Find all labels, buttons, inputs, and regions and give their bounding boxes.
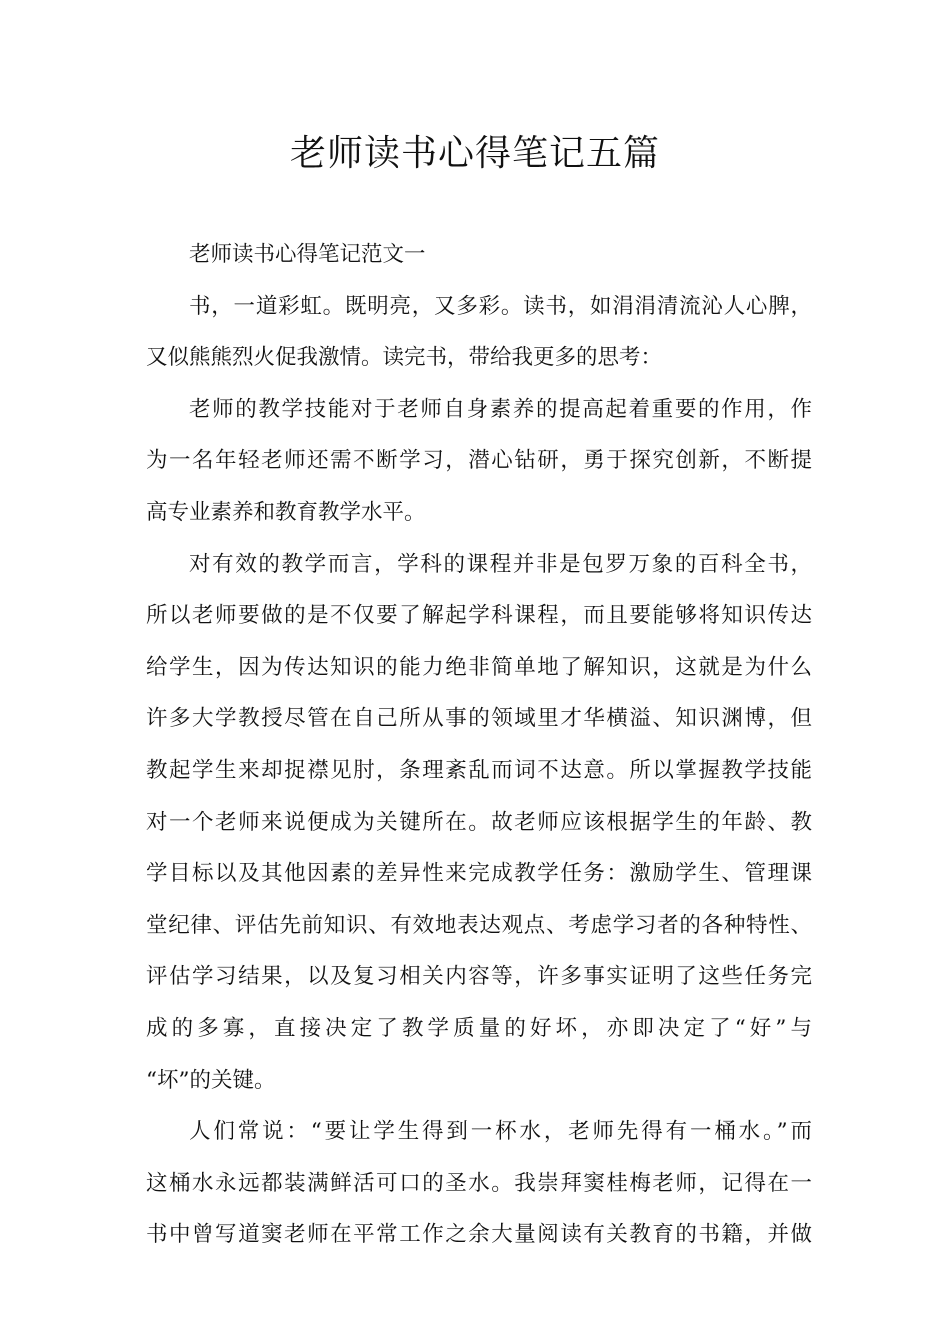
text-line: 为一名年轻老师还需不断学习，潜心钻研，勇于探究创新，不断提	[146, 448, 812, 474]
text-line: 学目标以及其他因素的差异性来完成教学任务：激励学生、管理课	[146, 861, 812, 887]
text-line: 给学生，因为传达知识的能力绝非简单地了解知识，这就是为什么	[146, 654, 812, 680]
text-line: 对一个老师来说便成为关键所在。故老师应该根据学生的年龄、教	[146, 809, 812, 835]
text-line: 高专业素养和教育教学水平。	[146, 499, 426, 525]
text-line: 人们常说：“要让学生得到一杯水，老师先得有一桶水。”而	[189, 1119, 812, 1145]
text-line: 堂纪律、评估先前知识、有效地表达观点、考虑学习者的各种特性、	[146, 912, 812, 938]
text-line: 书中曾写道窦老师在平常工作之余大量阅读有关教育的书籍，并做	[146, 1222, 812, 1248]
text-line: 老师的教学技能对于老师自身素养的提高起着重要的作用，作	[189, 396, 812, 422]
text-line: 对有效的教学而言，学科的课程并非是包罗万象的百科全书，	[189, 551, 812, 577]
text-line: 评估学习结果，以及复习相关内容等，许多事实证明了这些任务完	[146, 964, 812, 990]
text-line: 书，一道彩虹。既明亮，又多彩。读书，如涓涓清流沁人心脾，	[189, 293, 812, 319]
text-line: 又似熊熊烈火促我激情。读完书，带给我更多的思考：	[146, 345, 663, 371]
document-title: 老师读书心得笔记五篇	[289, 133, 660, 174]
document-body	[146, 229, 812, 1261]
text-line: 这桶水永远都装满鲜活可口的圣水。我崇拜窦桂梅老师，记得在一	[146, 1170, 812, 1196]
text-line: 许多大学教授尽管在自己所从事的领域里才华横溢、知识渊博，但	[146, 706, 812, 732]
text-line: 所以老师要做的是不仅要了解起学科课程，而且要能够将知识传达	[146, 603, 812, 629]
text-line: 成的多寡，直接决定了教学质量的好坏，亦即决定了“好”与	[146, 1015, 812, 1041]
text-line: “坏”的关键。	[146, 1067, 276, 1093]
section-heading: 老师读书心得笔记范文一	[189, 242, 426, 267]
text-line: 教起学生来却捉襟见肘，条理紊乱而词不达意。所以掌握教学技能	[146, 757, 812, 783]
